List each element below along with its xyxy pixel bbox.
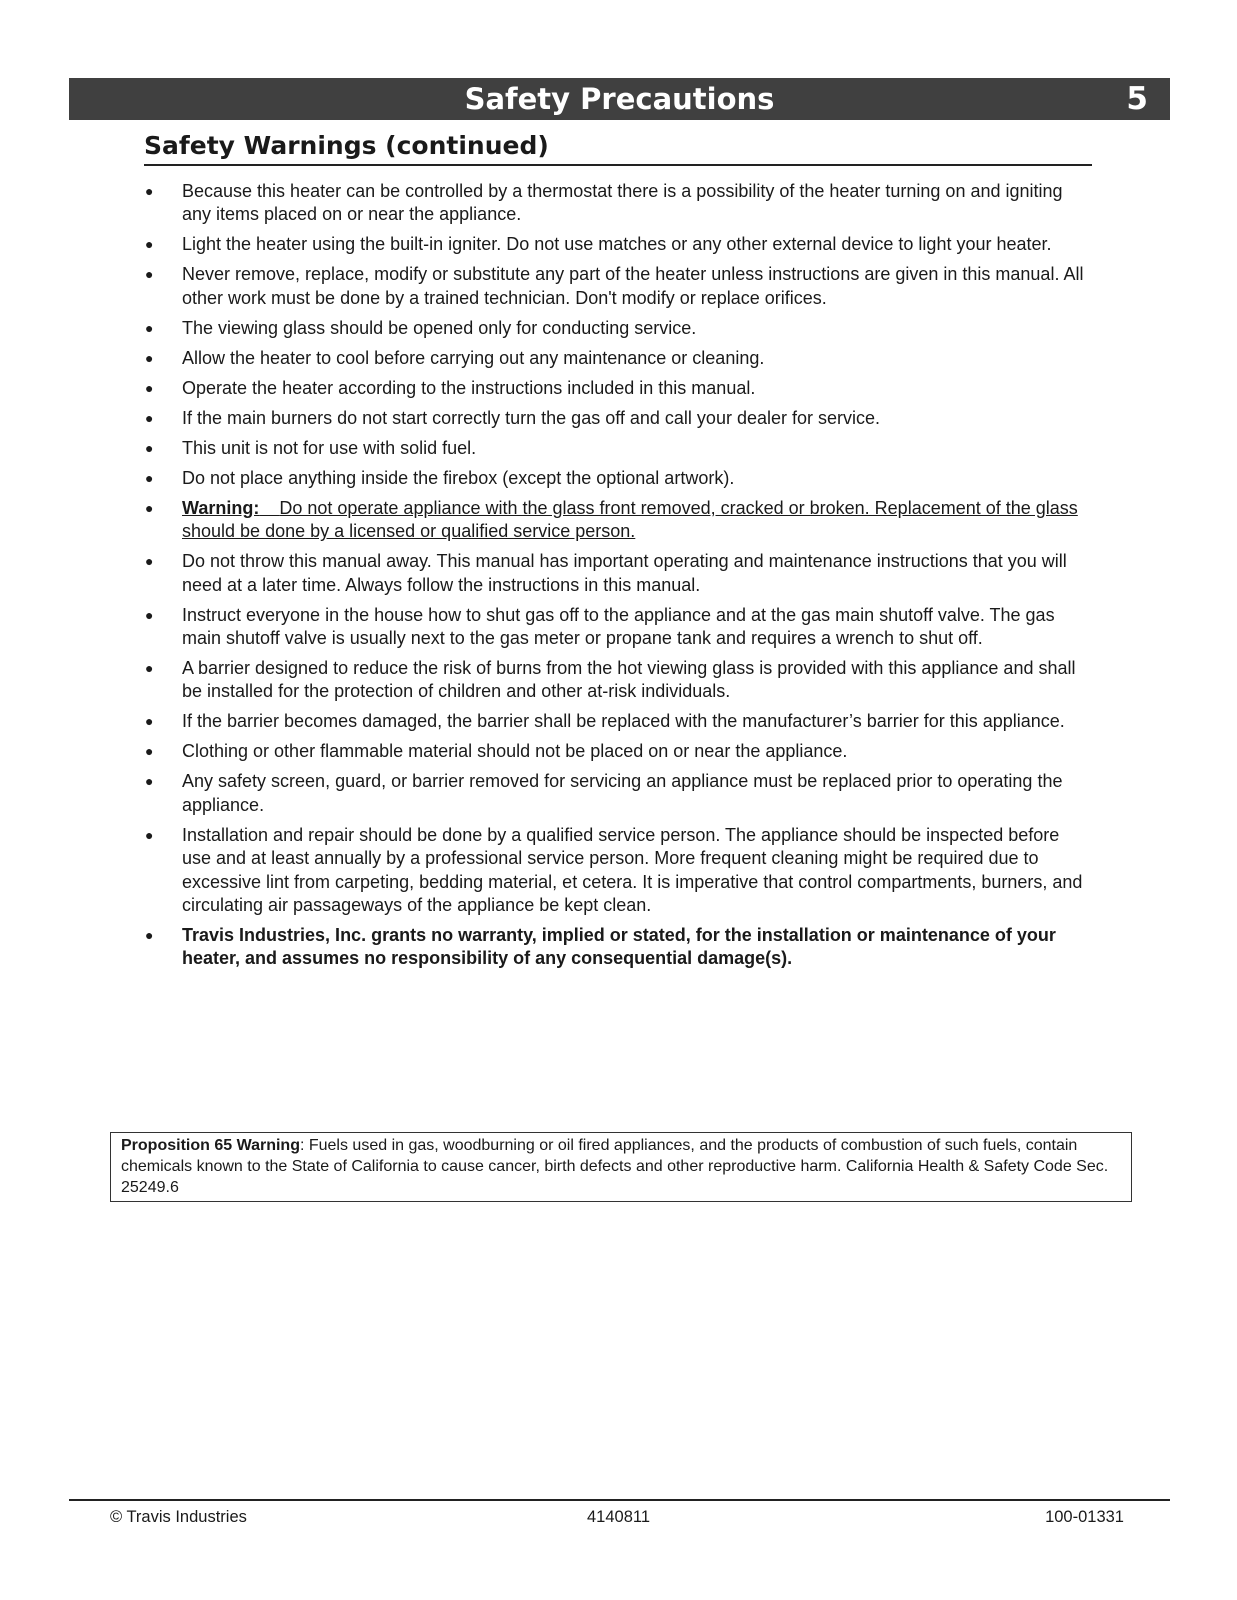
list-item xyxy=(140,467,1090,490)
glass-warning-item xyxy=(140,497,1090,544)
list-item-text: Any safety screen, guard, or barrier removed for servicing an appliance must be replaced prior to operating the appliance. xyxy=(182,771,1063,815)
bullet-icon: ● xyxy=(145,553,154,570)
bullet-icon: ● xyxy=(145,236,154,253)
safety-warnings-list xyxy=(140,180,1090,977)
list-item-text: Light the heater using the built-in igniter. Do not use matches or any other external device to light your heater. xyxy=(182,234,1052,255)
list-item-text: Do not throw this manual away. This manual has important operating and maintenance instructions that you will need at a later time. Always follow the instructions in this manual. xyxy=(182,551,1067,595)
list-item-text: Installation and repair should be done by a qualified service person. The appliance should be inspected before use and at least annually by a professional service person. More frequent cleaning might be required due to excessive lint from carpeting, bedding material, et cetera. It is imperative that control compartments, burners, and circulating air passageways of the appliance be kept clean. xyxy=(182,824,1083,916)
list-item xyxy=(140,347,1090,370)
list-item xyxy=(140,377,1090,400)
list-item-text: If the barrier becomes damaged, the barrier shall be replaced with the manufacturer’s barrier for this appliance. xyxy=(182,711,1065,732)
bullet-icon: ● xyxy=(145,439,154,456)
page-number: 5 xyxy=(1126,81,1148,117)
list-item-text: Operate the heater according to the instructions included in this manual. xyxy=(182,377,756,398)
footer-doc-number: 4140811 xyxy=(586,1508,650,1526)
bullet-icon: ● xyxy=(145,743,154,760)
proposition-65-text: : Fuels used in gas, woodburning or oil fired appliances, and the products of combustion of such fuels, contain chemicals known to the State of California to cause cancer, birth defects and other reproductive harm. California Health & Safety Code Sec. 25249.6 xyxy=(121,1137,1109,1196)
list-item xyxy=(140,263,1090,310)
list-item-text: Never remove, replace, modify or substitute any part of the heater unless instructions are given in this manual. All other work must be done by a trained technician. Don't modify or replace orifices. xyxy=(182,264,1084,308)
bullet-icon: ● xyxy=(145,499,154,516)
bullet-icon: ● xyxy=(145,379,154,396)
list-item xyxy=(140,233,1090,256)
list-item xyxy=(140,740,1090,763)
footer-copyright: © Travis Industries xyxy=(110,1508,247,1526)
footer-divider xyxy=(69,1499,1170,1501)
list-item xyxy=(140,550,1090,597)
list-item-text: Allow the heater to cool before carrying out any maintenance or cleaning. xyxy=(182,347,765,368)
bullet-icon: ● xyxy=(145,409,154,426)
bullet-icon: ● xyxy=(145,183,154,199)
list-item xyxy=(140,770,1090,817)
list-item xyxy=(140,604,1090,651)
list-item-text: Clothing or other flammable material should not be placed on or near the appliance. xyxy=(182,741,848,762)
bullet-icon: ● xyxy=(145,927,154,944)
list-item xyxy=(140,180,1090,227)
bullet-icon: ● xyxy=(145,266,154,283)
list-item-text: Instruct everyone in the house how to shut gas off to the appliance and at the gas main shutoff valve. The gas main shutoff valve is usually next to the gas meter or propane tank and requires a wrench to shut off. xyxy=(182,604,1055,649)
warning-text: Do not operate appliance with the glass front removed, cracked or broken. Replacement of the glass should be done by a licensed or qualified service person. xyxy=(182,497,1078,542)
list-item xyxy=(140,317,1090,340)
list-item xyxy=(140,710,1090,733)
bullet-icon: ● xyxy=(145,826,154,843)
list-item xyxy=(140,824,1090,918)
list-item-text: A barrier designed to reduce the risk of burns from the hot viewing glass is provided with this appliance and shall be installed for the protection of children and other at-risk individuals. xyxy=(182,658,1076,702)
proposition-65-box xyxy=(110,1132,1132,1202)
bullet-icon: ● xyxy=(145,349,154,366)
list-item-text: Because this heater can be controlled by a thermostat there is a possibility of the heater turning on and igniting any items placed on or near the appliance. xyxy=(182,181,1063,225)
list-item-text: Do not place anything inside the firebox (except the optional artwork). xyxy=(182,467,735,488)
warning-label: Warning: xyxy=(182,497,260,518)
list-item-text: The viewing glass should be opened only for conducting service. xyxy=(182,317,697,338)
list-item xyxy=(140,437,1090,460)
bullet-icon: ● xyxy=(145,773,154,790)
warranty-disclaimer-item xyxy=(140,924,1090,971)
list-item-text: This unit is not for use with solid fuel. xyxy=(182,437,477,458)
list-item xyxy=(140,657,1090,704)
bullet-icon: ● xyxy=(145,713,154,730)
warranty-disclaimer-text: Travis Industries, Inc. grants no warranty, implied or stated, for the installation or maintenance of your heater, and assumes no responsibility of any consequential damage(s). xyxy=(182,925,1056,969)
list-item xyxy=(140,407,1090,430)
page-header-bar xyxy=(69,78,1170,120)
bullet-icon: ● xyxy=(145,469,154,486)
page-header-title: Safety Precautions xyxy=(464,82,775,116)
section-title: Safety Warnings (continued) xyxy=(144,130,1092,166)
footer-part-number: 100-01331 xyxy=(1045,1508,1124,1526)
proposition-65-label: Proposition 65 Warning xyxy=(121,1137,300,1154)
list-item-text: If the main burners do not start correctly turn the gas off and call your dealer for service. xyxy=(182,407,881,428)
bullet-icon: ● xyxy=(145,319,154,336)
bullet-icon: ● xyxy=(145,660,154,677)
bullet-icon: ● xyxy=(145,606,154,623)
